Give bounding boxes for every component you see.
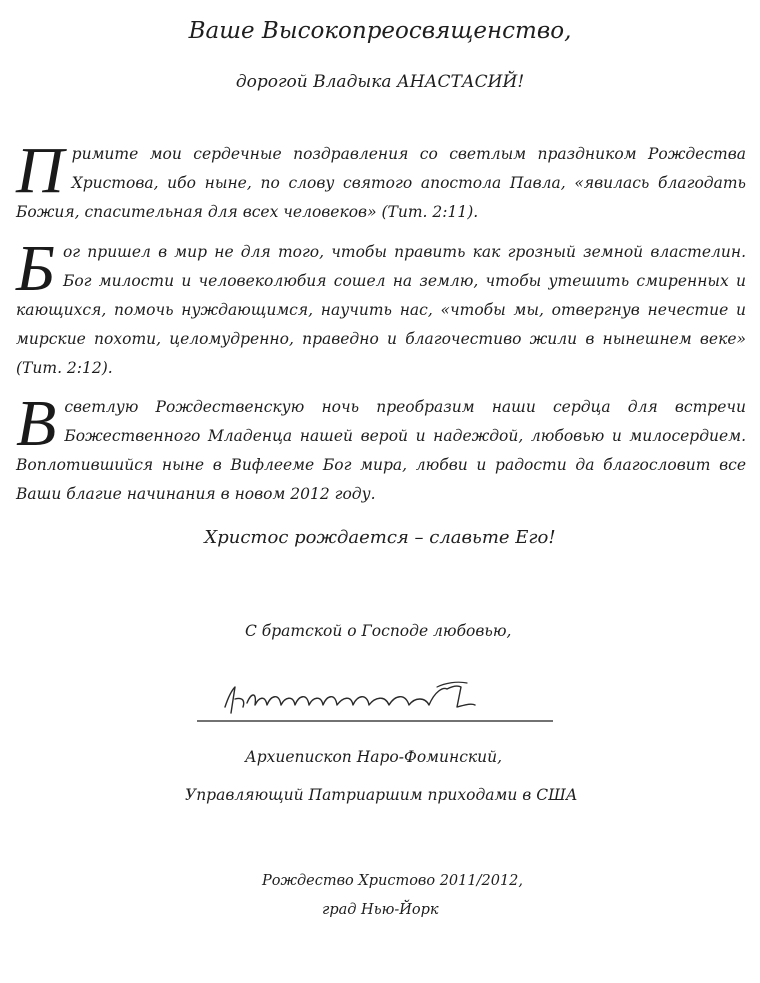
paragraph-1: [16, 134, 746, 227]
closing-greeting: Христос рождается – славьте Его!: [204, 527, 556, 548]
drop-cap: П: [16, 134, 64, 207]
drop-cap: В: [16, 387, 57, 460]
paragraph-text: светлую Рождественскую ночь преобразим наши сердца для встречи Божественного Младенца нашей верой и надеждой, любовью и милосердием. Воплотившийся ныне в Вифлееме Бог мира, любви и радости да благословит все Ваши благие начинания в новом 2012 году.: [16, 398, 746, 503]
paragraph-text: ог пришел в мир не для того, чтобы править как грозный земной властелин. Бог милости и человеколюбия сошел на землю, чтобы утешить смиренных и кающихся, помочь нуждающимся, научить нас, «чтобы мы, отвергнув нечестие и мирские похоти, целомудренно, праведно и благочестиво жили в нынешнем веке» (Тит. 2:12).: [16, 243, 746, 377]
paragraph-3: [16, 387, 746, 509]
drop-cap: Б: [16, 232, 55, 305]
salutation-addressee: дорогой Владыка АНАСТАСИЙ!: [235, 72, 525, 92]
salutation-title: Ваше Высокопреосвященство,: [188, 18, 572, 44]
paragraph-2: [16, 232, 746, 383]
handwritten-signature: [195, 677, 565, 732]
signer-title-archbishop: Архиепископ Наро-Фоминский,: [245, 748, 503, 766]
place-line: град Нью-Йорк: [322, 902, 439, 918]
date-line: Рождество Христово 2011/2012,: [262, 873, 524, 889]
valediction: С братской о Господе любовью,: [245, 622, 512, 640]
signer-title-administrator: Управляющий Патриаршим приходами в США: [185, 786, 578, 804]
paragraph-text: римите мои сердечные поздравления со светлым праздником Рождества Христова, ибо ныне, по слову святого апостола Павла, «явилась благодать Божия, спасительная для всех человеков» (Тит. 2:11).: [16, 145, 746, 221]
